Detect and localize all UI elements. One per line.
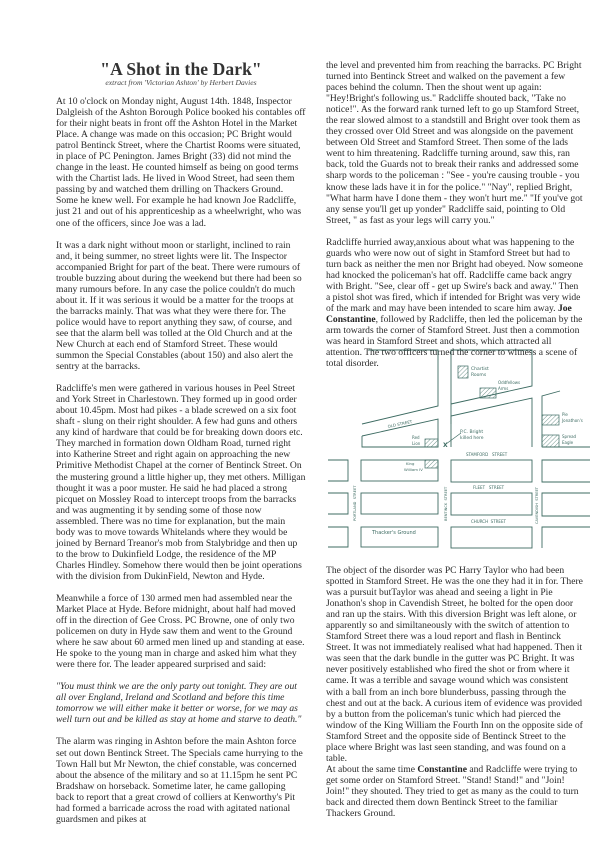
block-outline [361,493,438,514]
map-label: King [406,461,415,466]
street-label: PORTLAND STREET [353,485,357,521]
map-label: Thacker's Ground [372,530,416,536]
right-column-lower [326,565,584,830]
map-label: Pie [562,412,568,417]
paragraph [326,764,584,819]
map-label: X [443,442,448,449]
map-svg [328,346,590,554]
text-run: Radcliffe hurried away,anxious about what was happening to the guards who were now out of sight in Stamford Street but had to turn back as neither the men nor Bright had obeyed. Now someone had knocked the policeman's hat off. Radcliffe came back angry with Bright. "See, clear off - get up Swire's back and away." Then a pistol shot was fired, which if intended for Bright was very wide of the mark and may have been intended to scare him away. [326,236,583,314]
left-column [56,96,306,836]
map-label: Lion [412,441,421,446]
king-william-building [425,460,438,468]
street-map-diagram [328,346,590,554]
paragraph: Meanwhile a force of 130 armed men had assembled near the Market Place at Hyde. Before midnight, about half had moved off in the direction of Gee Cross. PC Browne, one of only two policemen on duty in Hyde saw them and went to the Ground where he saw about 60 armed men lined up and standing at ease. He spoke to the young man in charge and asked him what they were there for. The leader appeared surprised and said: [56,592,305,671]
block-outline [451,460,532,482]
map-label: Jonathon's [562,418,583,423]
map-label: William IV [404,467,423,472]
map-label: P.C. Bright [460,430,484,435]
pointer-arrow [446,433,461,444]
text-run: At about the same time [326,763,418,775]
map-label: Arms [498,386,509,391]
oddfellows-arms-building [480,388,496,398]
map-label: Eagle [562,440,574,445]
map-label: Rooms [471,373,487,378]
map-label: killed here [460,436,484,441]
pie-jonathons-building [542,415,559,425]
street-label: BENTINCK STREET [444,486,448,521]
street-label: STAMFORD STREET [466,452,508,457]
block-outline [542,527,590,548]
map-label: Spread [562,434,577,439]
street-label: CHURCH STREET [471,519,506,524]
chartist-rooms-building [458,366,468,378]
paragraph: At 10 o'clock on Monday night, August 14th. 1848, Inspector Dalgleish of the Ashton Borough Police booked his contables off for their night beats in front off the Ashton Hotel in the Market Place. A change was made on this occasion; PC Bright would patrol Bentinck Street, where the Chartist Rooms were situated, in place of PC Penington. James Bright (33) did not mind the change in the least. He counted himself as being on good terms with the Chartist lads. He lived in Wood Street, had seen them passing by and watched them drilling on Thackers Ground. Some he knew well. For example he had known Joe Radcliffe, just 21 and out of his apprenticeship as a wheelwright, who was one of the officers, since Joe was a lad. [56,96,306,229]
block-outline [328,527,348,547]
red-lion-building [425,439,438,447]
article-header [56,60,306,88]
spread-eagle-building [542,435,559,447]
block-outline [328,493,348,514]
paragraph: It was a dark night without moon or starlight, inclined to rain and, it being summer, no street lights were lit. The Inspector accompanied Bright for part of the beat. There were rumours of trouble buzzing about during the weekend but there had been so many rumours before. In any case the police couldn't do much about it. If it was serious it would be a matter for the troops at the barracks mainly. That was what they were there for. The police would have to report anything they saw, of course, and see that the alarm bell was tolled at the Old Church and at the New Church at each end of Stamford Street. These would summon the Special Constables (about 150) and also alert the sentry at the barracks. [56,239,302,373]
bold-name: Constantine [417,763,467,775]
text-run: and Radcliffe were trying to get some order on Stamford Street. "Stand! Stand!" and "Join! Join!" they shouted. They tried to get as many as the could to turn back and directed them down Bentinck Street to the familiar Thackers Ground. [326,763,579,820]
map-label: Red [412,435,420,440]
street-label: FLEET STREET [473,485,505,490]
street-label: OLD STREET [387,418,413,429]
map-label: Chartist [471,367,489,372]
block-outline [362,350,438,424]
text-run: , followed by Radcliffe, then led the policeman by the arm towards the corner of Stamford Street. Just then a commotion was heard in Stamford Street and shots, which attracted all attention. The two officers turned the corner to witness a scene of total disorder. [326,314,583,370]
paragraph: the level and prevented him from reaching the barracks. PC Bright turned into Bentinck Street and walked on the pavement a few paces behind the column. Then the shout went up again: "Hey!Bright's following us." Radcliffe shouted back, "Take no notice!". As the forward rank turned left to go up Stamford Street, the rear slowed almost to a standstill and Bright over took them as they crossed over Old Street and was alongside on the pavement between Old Street and Stamford Street. Then some of the lads went to him threatening. Radcliffe turning around, saw this, ran back, told the Guards not to break their ranks and addressed some sharp words to the policeman : "See - you're causing trouble - you know these lads have it in for the police." "Nay", replied Bright, "What harm have I done them - they won't hurt me." "If you've got any sense you'll get up yonder" Radcliffe said, pointing to Old Street, " as fast as your legs will carry you." [326,60,583,226]
article-title: "A Shot in the Dark" [100,59,262,79]
street-label: CAVENDISH STREET [535,487,539,524]
right-column [326,60,584,380]
paragraph: Radcliffe's men were gathered in various houses in Peel Street and York Street in Charlestown. They formed up in good order about 10.45pm. Most had pikes - a blade screwed on a six foot shaft - slung on their right shoulder. A few had guns and others any kind of hardware that could be for breaking down doors etc. They marched in formation down Oldham Road, turned right into Katherine Street and right again on approaching the new Primitive Methodist Chapel at the corner of Bentinck Street. On the mustering ground a little higher up, they met others. Milligan thought it was a poor muster. He said he had placed a strong picquet on Mossley Road to intercept troops from the barracks and was augmenting it by sending some of those now assembled. There was no time for explanation, but the main body was to move towards Whitelands where they would be joined by Bernard Treanor's mob from Stalybridge and then up to the brow to Dukinfield Lodge, the residence of the MP Charles Hindley. Somehow there would then be joint operations with the division from DukinField, Newton and Hyde. [56,383,306,582]
block-outline [451,527,532,548]
paragraph: The object of the disorder was PC Harry Taylor who had been spotted in Stamford Street. He was the one they had it in for. There was a pursuit butTaylor was ahead and seeing a light in Pie Jonathon's shop in Cavendish Street, he bolted for the open door and ran up the stairs. With this diversion Bright was left alone, or apparently so and similtaneously with the switch of attention to Stamford Street there was a loud report and flash in Bentinck Street. It was not immediately realised what had happened. Then it was seen that the dark bundle in the gutter was PC Bright. It was never positively established who fired the shot or from where it came. It was a terrible and savage wound which was consistent with a ball from an inch bore blunderbuss, passing through the chest and out at the back. A curious item of evidence was provided by a button from the policeman's tunic which had pierced the window of the King William the Fourth Inn on the opposite side of Stamford Street and the opposite side of Bentinck Street to the place where Bright was last seen standing, and was found on a table. [326,565,583,764]
paragraph: The alarm was ringing in Ashton before the main Ashton force set out down Bentinck Street. The Specials came hurrying to the Town Hall but Mr Newton, the chief constable, was concerned about the absence of the military and so at 11.15pm he sent PC Bradshaw on horseback. Sometime later, he came galloping back to report that a great crowd of colliers at Kenworthy's Pit had formed a barricade across the road with agitated national guardsmen and pikes at [56,736,303,825]
bold-name: Joe Constantine [326,302,572,326]
article-subtitle: extract from 'Victorian Ashton' by Herbert Davies [105,78,257,87]
quote-paragraph: "You must think we are the only party out tonight. They are out all over England, Ireland and Scotland and before this time tomorrow we will either make it better or worse, for we may as well turn out and be killed as stay at home and starve to death." [56,681,302,726]
block-outline [542,460,590,482]
block-outline [328,460,348,481]
block-outline [451,493,532,515]
block-outline [542,493,590,516]
map-label: Oddfellows [498,380,521,385]
